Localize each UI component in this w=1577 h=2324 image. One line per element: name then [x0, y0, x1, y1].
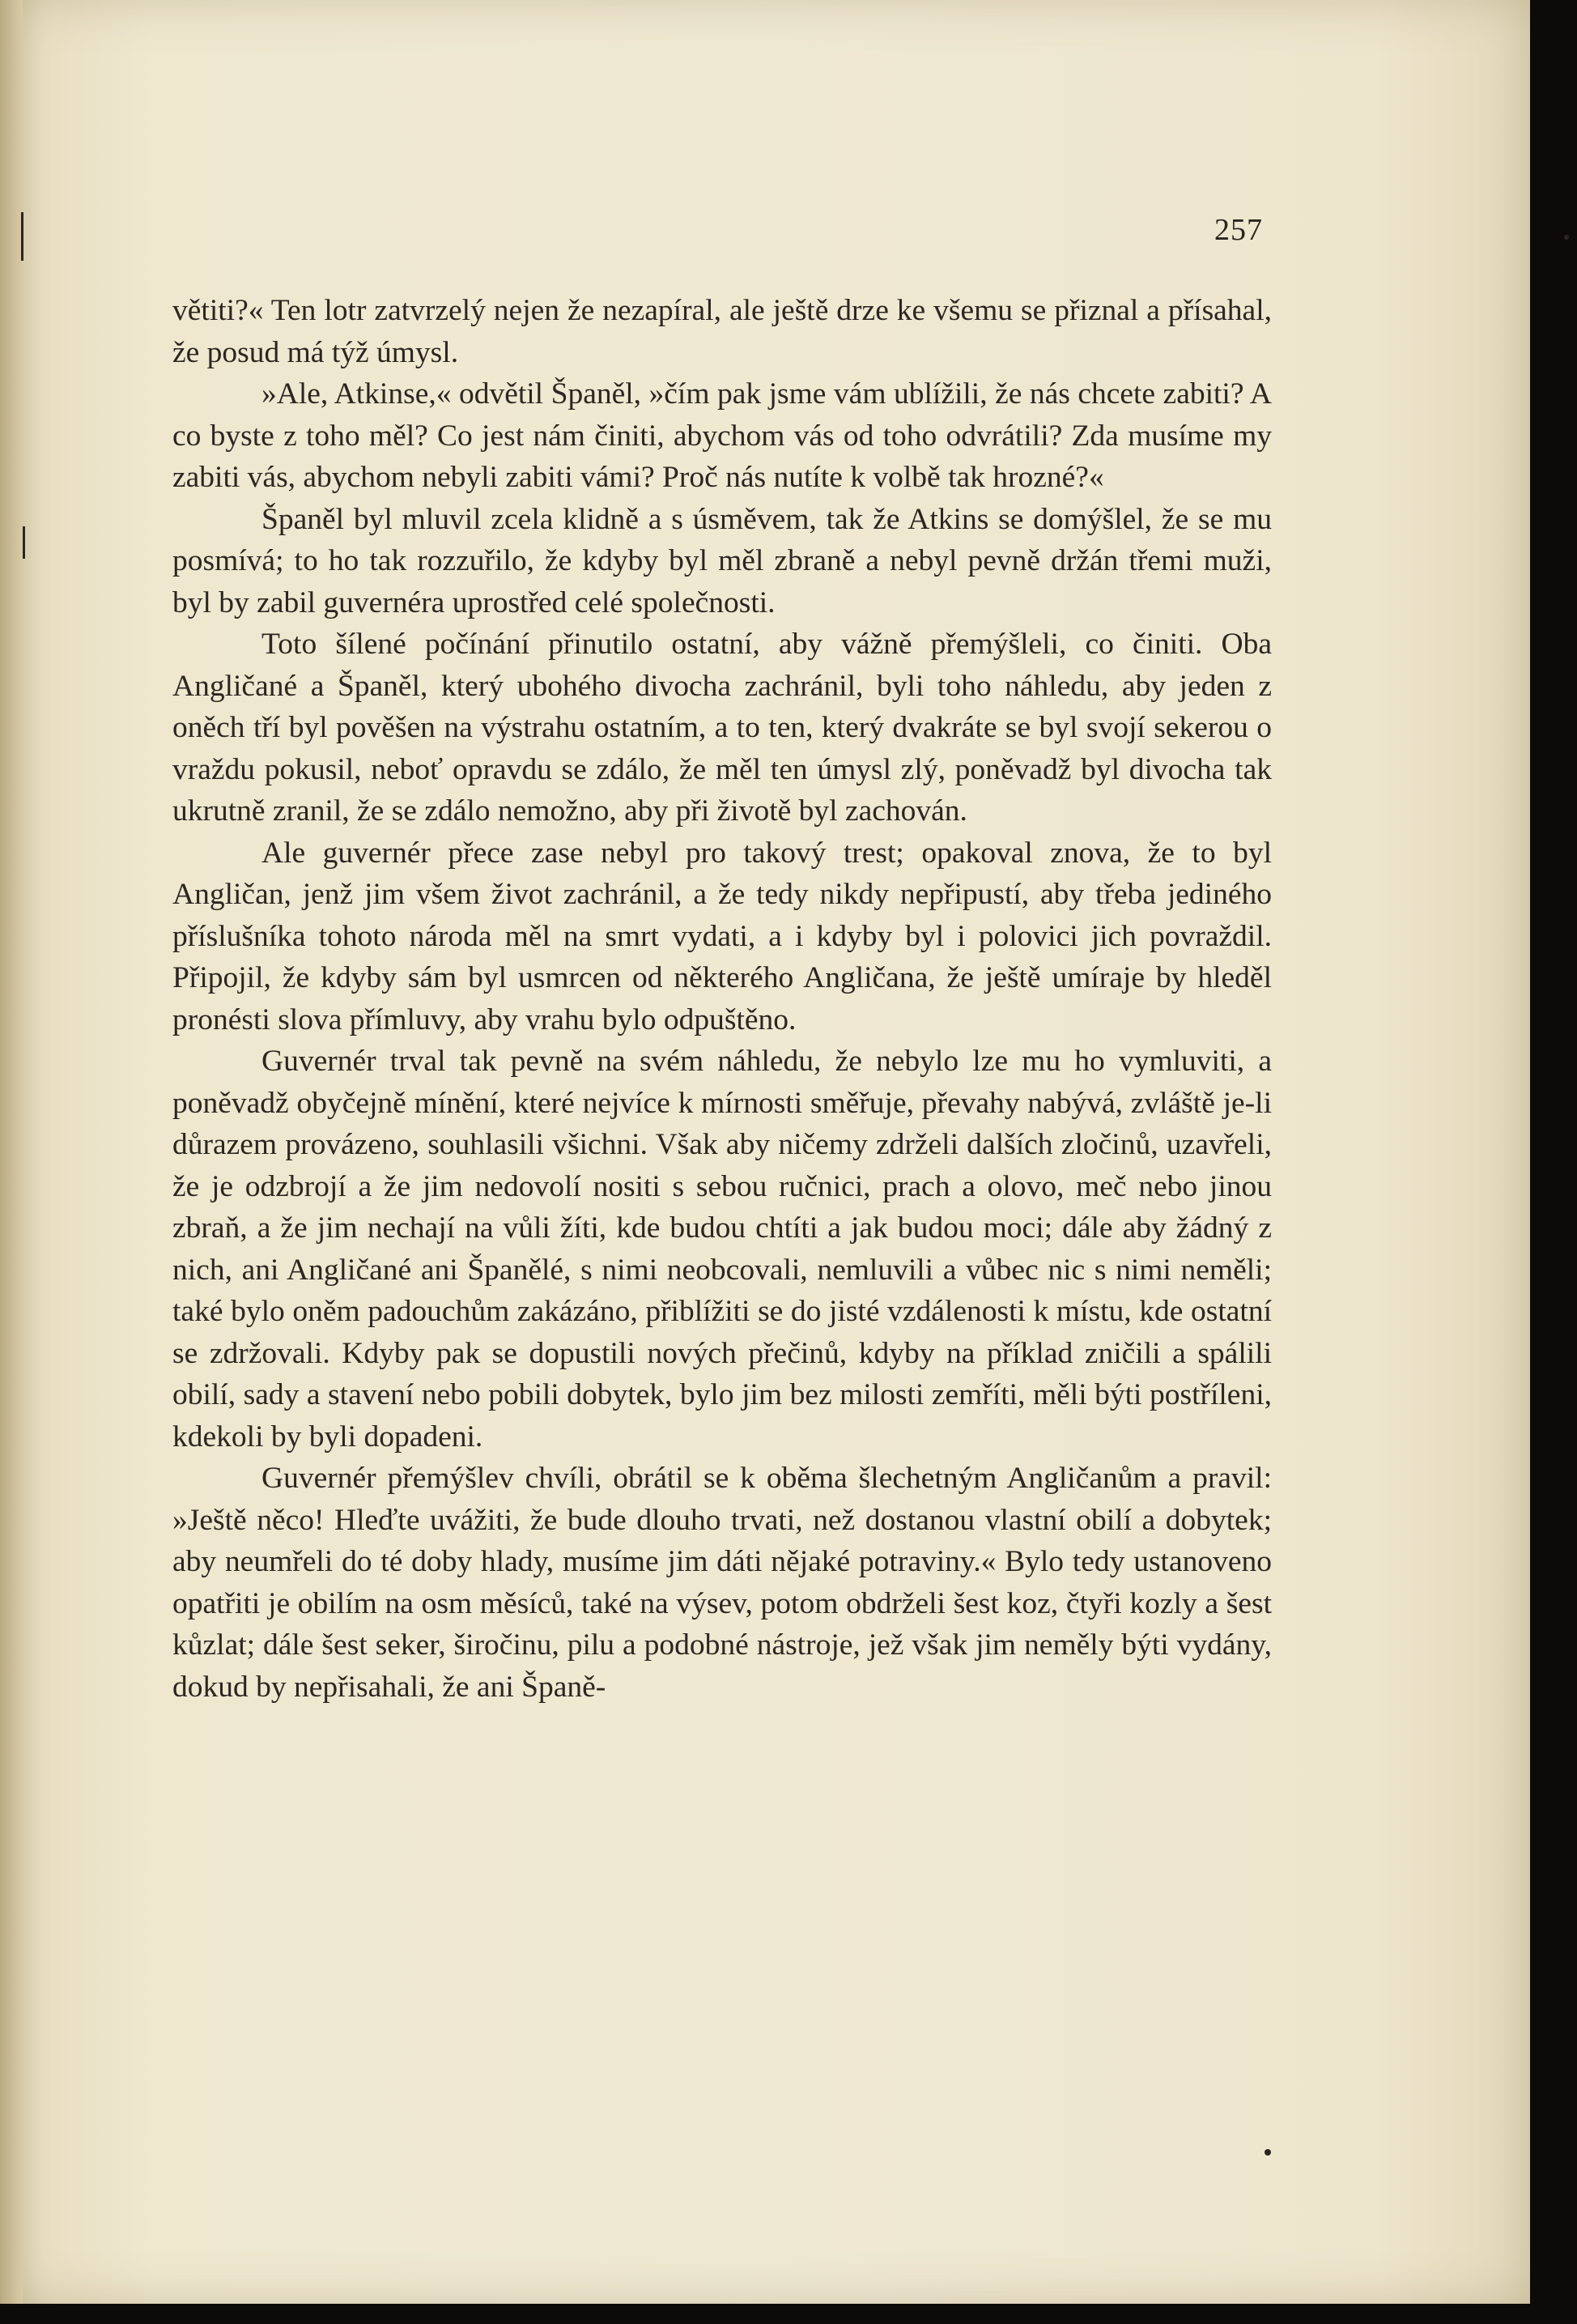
- page-binding-edge: [0, 0, 23, 2304]
- page-speck: [1265, 2149, 1271, 2156]
- body-text: [172, 290, 1272, 1708]
- page-speck: [1564, 235, 1569, 240]
- paragraph: Španěl byl mluvil zcela klidně a s úsměvem, tak že Atkins se domýšlel, že se mu posmívá; to ho tak rozzuřilo, že kdyby byl měl zbraně a nebyl pevně držán třemi muži, byl by zabil guvernéra uprostřed celé společnosti.: [172, 502, 1272, 619]
- paragraph: Toto šílené počínání přinutilo ostatní, aby vážně přemýšleli, co činiti. Oba Angličané a Španěl, který ubohého divocha zachránil, byli toho náhledu, aby jeden z oněch tří byl pověšen na výstrahu ostatním, a to ten, který dvakráte se byl svojí sekerou o vraždu pokusil, neboť opravdu se zdálo, že měl ten úmysl zlý, poněvadž byl divocha tak ukrutně zranil, že se zdálo nemožno, aby při životě byl zachován.: [172, 628, 1272, 828]
- paragraph: větiti?« Ten lotr zatvrzelý nejen že nezapíral, ale ještě drze ke všemu se přiznal a přísahal, že posud má týž úmysl.: [172, 294, 1272, 369]
- paragraph: Ale guvernér přece zase nebyl pro takový trest; opakoval znova, že to byl Angličan, jenž jim všem život zachránil, a že tedy nikdy nepřipustí, aby třeba jediného příslušníka tohoto národa měl na smrt vydati, a i kdyby byl i polovici jich povraždil. Připojil, že kdyby sám byl usmrcen od některého Angličana, že ještě umíraje by hleděl pronésti slova přímluvy, aby vrahu bylo odpuštěno.: [172, 836, 1272, 1036]
- paragraph: »Ale, Atkinse,« odvětil Španěl, »čím pak jsme vám ublížili, že nás chcete zabiti? A co byste z toho měl? Co jest nám činiti, abychom vás od toho odvrátili? Zda musíme my zabiti vás, abychom nebyli zabiti vámi? Proč nás nutíte k volbě tak hrozné?«: [172, 377, 1272, 494]
- paragraph: Guvernér trval tak pevně na svém náhledu, že nebylo lze mu ho vymluviti, a poněvadž obyčejně mínění, které nejvíce k mírnosti směřuje, převahy nabývá, zvláště je-li důrazem provázeno, souhlasili všichni. Však aby ničemy zdrželi dalších zločinů, uzavřeli, že je odzbrojí a že jim nedovolí nositi s sebou ručnici, prach a olovo, meč nebo jinou zbraň, a že jim nechají na vůli žíti, kde budou chtíti a jak budou moci; dále aby žádný z nich, ani Angličané ani Španělé, s nimi neobcovali, nemluvili a vůbec nic s nimi neměli; také bylo oněm padouchům zakázáno, přiblížiti se do jisté vzdálenosti k místu, kde ostatní se zdržovali. Kdyby pak se dopustili nových přečinů, kdyby na příklad zničili a spálili obilí, sady a stavení nebo pobili dobytek, bylo jim bez milosti zemříti, měli býti postříleni, kdekoli by byli dopadeni.: [172, 1045, 1272, 1454]
- page-number: 257: [1214, 213, 1263, 247]
- paragraph: Guvernér přemýšlev chvíli, obrátil se k oběma šlechetným Angličanům a pravil: »Ještě něco! Hleďte uvážiti, že bude dlouho trvati, než dostanou vlastní obilí a dobytek; aby neumřeli do té doby hlady, musíme jim dáti nějaké potraviny.« Bylo tedy ustanoveno opatřiti je obilím na osm měsíců, také na výsev, potom obdrželi šest koz, čtyři kozly a šest kůzlat; dále šest seker, širočinu, pilu a podobné nástroje, jež však jim neměly býti vydány, dokud by nepřisahali, že ani Španě-: [172, 1462, 1272, 1704]
- margin-mark: [21, 212, 23, 261]
- margin-mark: [23, 526, 25, 559]
